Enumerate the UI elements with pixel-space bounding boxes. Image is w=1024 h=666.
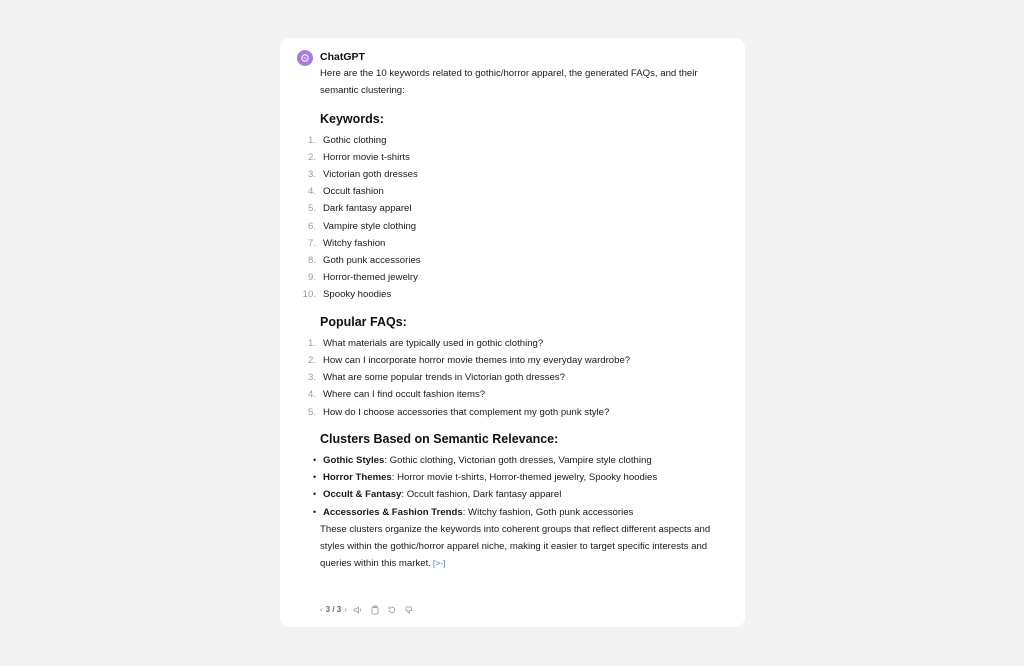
faqs-list [307, 335, 720, 421]
bullet-icon: • [313, 506, 317, 517]
bullet-icon: • [313, 455, 317, 466]
list-item: 6. Vampire style clothing [307, 220, 417, 232]
list-item: • Accessories & Fashion Trends: Witchy fashion, Goth punk accessories [320, 504, 720, 521]
chat-message-card [280, 38, 745, 627]
bullet-icon: • [313, 472, 317, 483]
list-item: 9. Horror-themed jewelry [307, 272, 418, 284]
bullet-icon: • [313, 489, 317, 500]
list-item: 5. Dark fantasy apparel [307, 203, 412, 215]
list-item: 1. What materials are typically used in gothic clothing? [307, 337, 544, 349]
thumbs-down-icon[interactable] [404, 604, 415, 615]
list-item: 4. Occult fashion [307, 186, 384, 198]
list-item: 2. How can I incorporate horror movie themes into my everyday wardrobe? [307, 355, 631, 367]
clusters-list [313, 452, 720, 521]
read-aloud-icon[interactable] [353, 604, 364, 615]
response-pager [320, 605, 347, 614]
clusters-heading: Clusters Based on Semantic Relevance: [320, 431, 559, 446]
intro-text: Here are the 10 keywords related to gothic/horror apparel, the generated FAQs, and their semantic clustering: [320, 68, 698, 97]
message-author: ChatGPT [320, 51, 365, 63]
openai-logo-icon [300, 53, 310, 63]
citation-link[interactable]: [>-] [432, 558, 446, 569]
list-item: 7. Witchy fashion [307, 237, 386, 249]
list-item: 2. Horror movie t-shirts [307, 151, 410, 163]
response-page-indicator: 3 / 3 [325, 605, 342, 614]
list-item: 8. Goth punk accessories [307, 255, 421, 267]
prev-response-button[interactable]: ‹ [320, 605, 323, 614]
chatgpt-avatar [297, 50, 313, 66]
faqs-heading: Popular FAQs: [320, 314, 407, 329]
list-item: 3. Victorian goth dresses [307, 169, 418, 181]
list-item: 10. Spooky hoodies [302, 289, 392, 301]
closing-text: These clusters organize the keywords into coherent groups that reflect different aspects and styles within the gothic/horror apparel niche, making it easier to target specific interests and queries within this market. [>-] [320, 523, 711, 570]
list-item: • Gothic Styles: Gothic clothing, Victorian goth dresses, Vampire style clothing [320, 452, 720, 469]
list-item: • Horror Themes: Horror movie t-shirts, Horror-themed jewelry, Spooky hoodies [320, 469, 720, 486]
regenerate-icon[interactable] [387, 604, 398, 615]
list-item: • Occult & Fantasy: Occult fashion, Dark fantasy apparel [320, 486, 720, 503]
keywords-heading: Keywords: [320, 112, 384, 127]
list-item: 4. Where can I find occult fashion items? [307, 389, 486, 401]
list-item: 5. How do I choose accessories that complement my goth punk style? [307, 406, 610, 418]
keywords-list [302, 132, 720, 304]
message-content [302, 65, 720, 572]
list-item: 1. Gothic clothing [307, 134, 387, 146]
copy-icon[interactable] [370, 604, 381, 615]
next-response-button[interactable]: › [344, 605, 347, 614]
message-actions [320, 604, 415, 615]
list-item: 3. What are some popular trends in Victorian goth dresses? [307, 372, 565, 384]
